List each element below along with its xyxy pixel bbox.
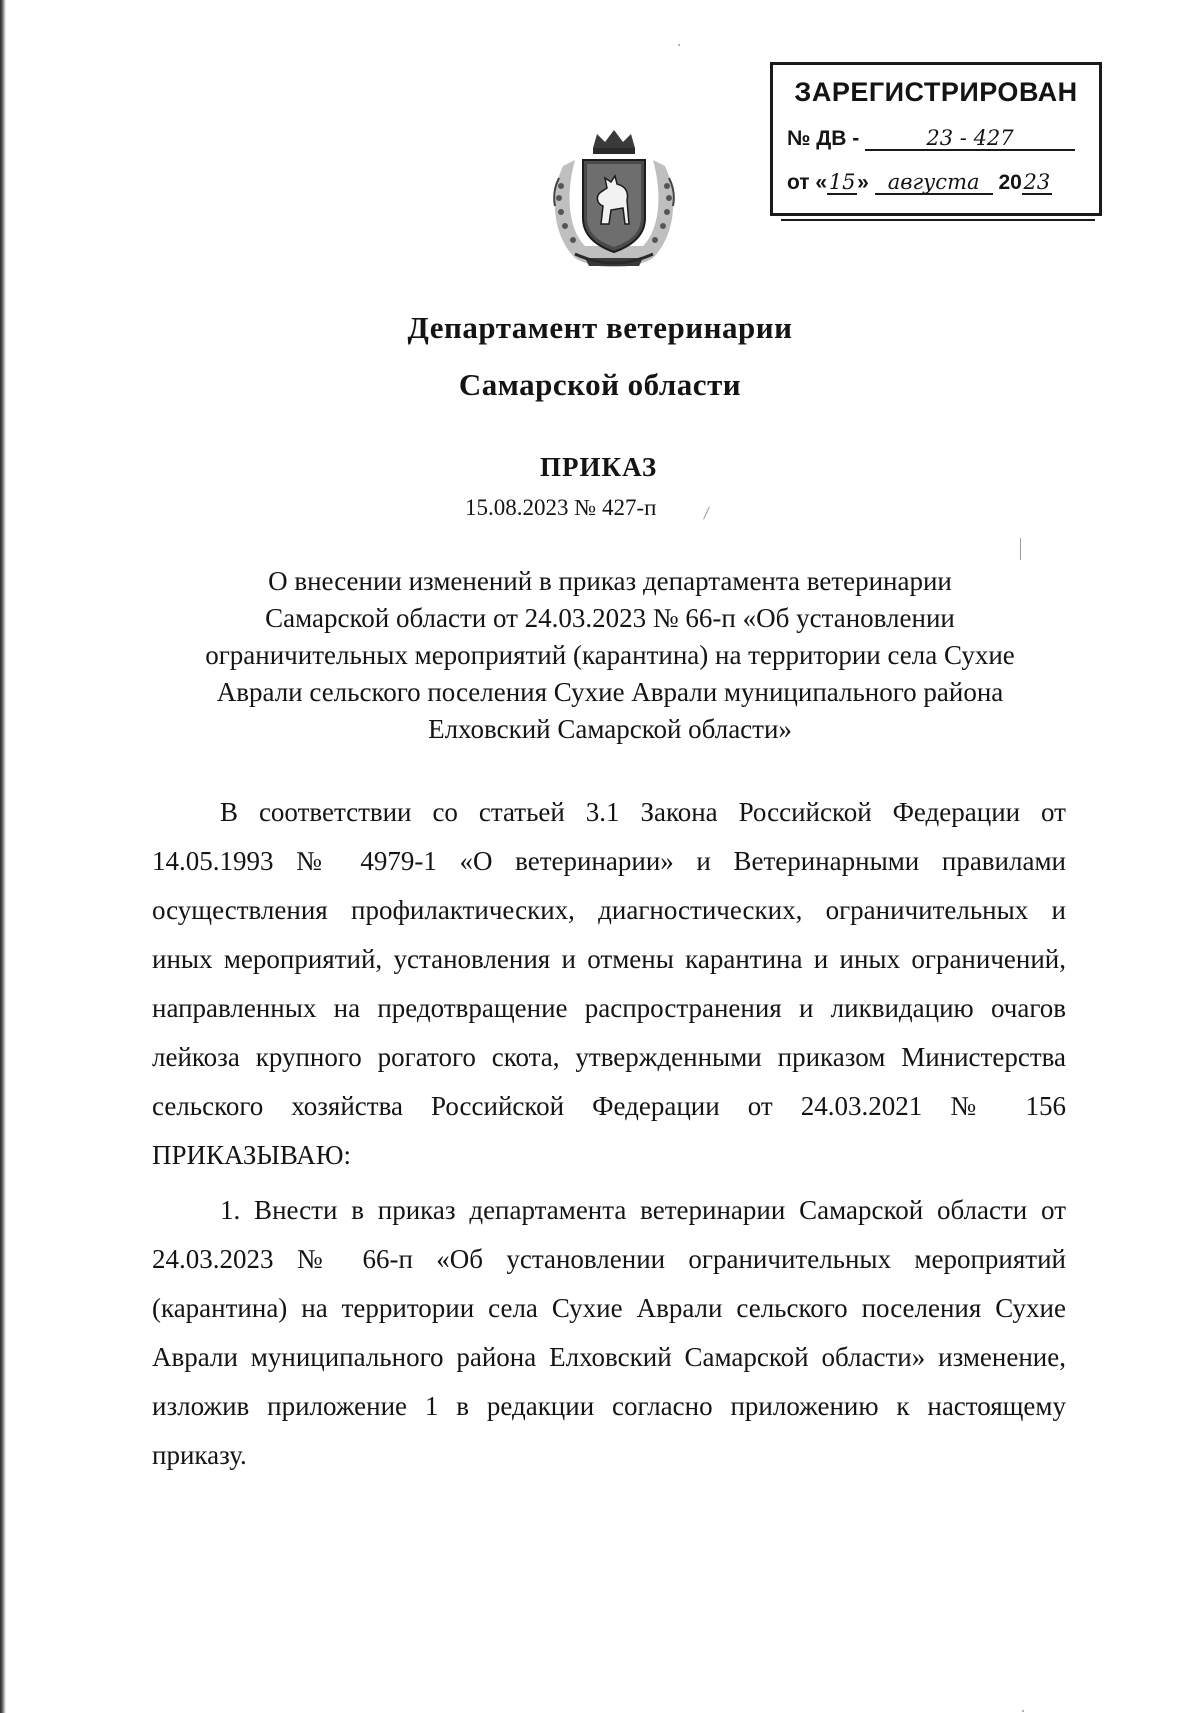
department-name-line1: Департамент ветеринарии: [407, 310, 793, 345]
stamp-number-row: [787, 127, 1075, 151]
body-paragraph-item-1: 1. Внести в приказ департамента ветеринарии Самарской области от 24.03.2023 № 66-п «Об установлении ограничительных мероприятий (карантина) на территории села Сухие Аврали сельского поселения Сухие Аврали муниципального района Елховский Самарской области» изменение, изложив приложение 1 в редакции согласно приложению к настоящему приказу.: [152, 1195, 1066, 1470]
scan-speck: [678, 44, 680, 46]
stamp-date-row: [787, 171, 1052, 195]
order-subject: [150, 563, 1070, 748]
scan-speck: [703, 506, 710, 519]
body-paragraph-preamble: В соответствии со статьей 3.1 Закона Российской Федерации от 14.05.1993 № 4979-1 «О ветеринарии» и Ветеринарными правилами осуществления профилактических, диагностических, ограничительных и иных мероприятий, установления и отмены карантина и иных ограничений, направленных на предотвращение распространения и ликвидацию очагов лейкоза крупного рогатого скота, утвержденными приказом Министерства сельского хозяйства Российской Федерации от 24.03.2021 № 156 ПРИКАЗЫВАЮ:: [152, 797, 1066, 1170]
stamp-year-handwritten: 23: [1023, 170, 1051, 194]
stamp-date-mid: »: [857, 171, 869, 194]
subject-line: Самарской области от 24.03.2023 № 66-п «Об установлении: [265, 603, 955, 633]
registration-stamp: [770, 62, 1102, 216]
subject-line: ограничительных мероприятий (карантина) на территории села Сухие: [205, 640, 1015, 670]
department-name-line2: Самарской области: [458, 367, 742, 402]
scan-edge-shadow: [0, 0, 6, 1713]
stamp-date-prefix: от «: [787, 171, 828, 194]
stamp-number-prefix: № ДВ -: [787, 127, 860, 150]
stamp-month-handwritten: августа: [875, 171, 993, 195]
stamp-bottom-rule: [781, 219, 1095, 221]
subject-line: Аврали сельского поселения Сухие Аврали муниципального района: [216, 677, 1004, 707]
document-type-text: ПРИКАЗ: [540, 452, 658, 482]
scan-speck: [1022, 1710, 1024, 1712]
subject-line: Елховский Самарской области»: [428, 714, 792, 744]
order-date-number: 15.08.2023 № 427-п: [465, 495, 657, 520]
stamp-number-handwritten: 23 - 427: [865, 127, 1075, 151]
scan-speck: [1020, 538, 1021, 560]
stamp-title: ЗАРЕГИСТРИРОВАН: [794, 77, 1078, 107]
samara-coat-of-arms-icon: [545, 126, 683, 272]
stamp-day-handwritten: 15: [828, 170, 856, 194]
subject-line: О внесении изменений в приказ департамента ветеринарии: [268, 566, 952, 596]
stamp-year-prefix: 20: [998, 171, 1022, 194]
